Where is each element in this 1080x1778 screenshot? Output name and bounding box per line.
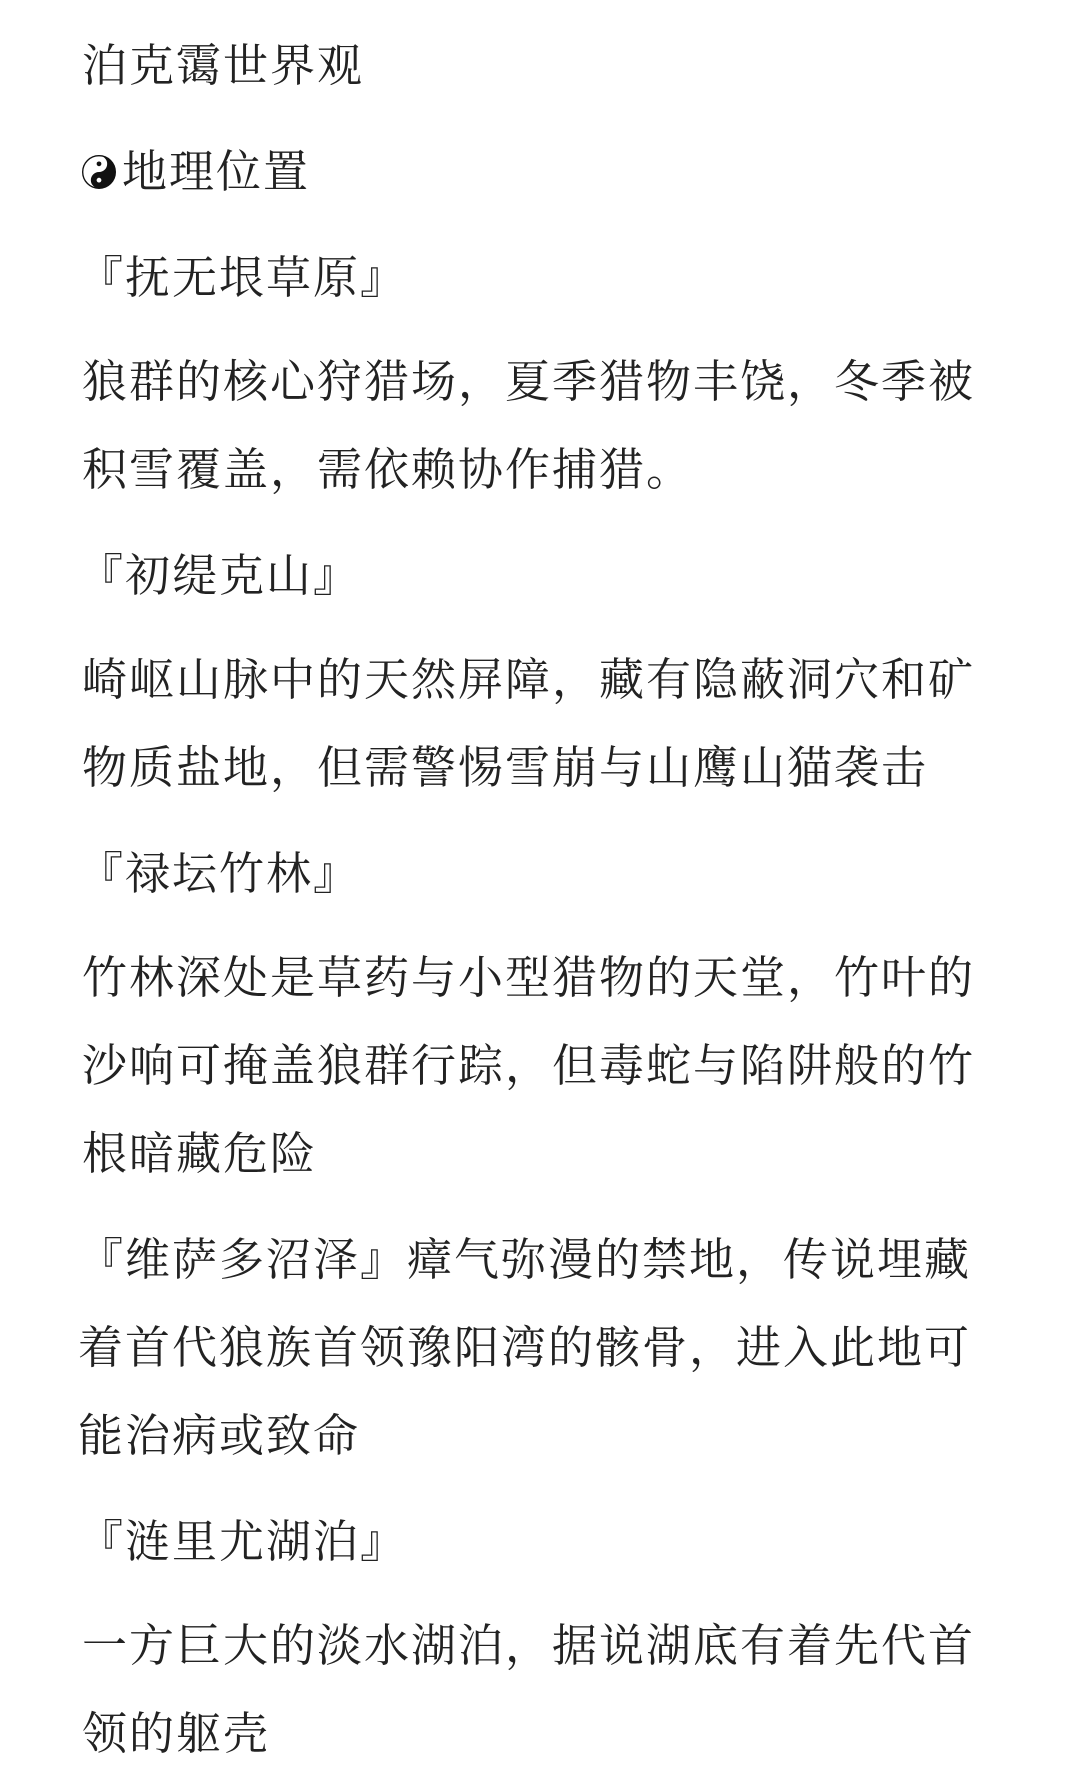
place-description-bamboo-forest: 竹林深处是草药与小型猎物的天堂，竹叶的沙响可掩盖狼群行踪，但毒蛇与陷阱般的竹根暗藏危险 xyxy=(82,951,976,1180)
section-heading-text: 地理位置 xyxy=(122,145,311,198)
place-description-lake: 一方巨大的淡水湖泊，据说湖底有着先代首领的躯壳 xyxy=(82,1619,976,1760)
document-body xyxy=(78,0,1002,1778)
place-name-lake: 『涟里尤湖泊』 xyxy=(78,1515,408,1568)
yin-yang-icon xyxy=(82,155,116,189)
place-name-grassland: 『抚无垠草原』 xyxy=(78,251,408,304)
place-description-grassland: 狼群的核心狩猎场，夏季猎物丰饶，冬季被积雪覆盖，需依赖协作捕猎。 xyxy=(82,355,976,496)
document-title: 泊克霭世界观 xyxy=(82,39,365,92)
place-name-mountain: 『初缇克山』 xyxy=(78,549,361,602)
place-name-bamboo-forest: 『禄坛竹林』 xyxy=(78,847,361,900)
place-entry-swamp xyxy=(78,1216,1002,1480)
place-description-swamp: 瘴气弥漫的禁地，传说埋藏着首代狼族首领豫阳湾的骸骨，进入此地可能治病或致命 xyxy=(78,1233,972,1462)
place-description-mountain: 崎岖山脉中的天然屏障，藏有隐蔽洞穴和矿物质盐地，但需警惕雪崩与山鹰山猫袭击 xyxy=(82,653,976,794)
place-name-swamp: 『维萨多沼泽』 xyxy=(78,1233,408,1286)
section-heading xyxy=(82,128,1002,216)
